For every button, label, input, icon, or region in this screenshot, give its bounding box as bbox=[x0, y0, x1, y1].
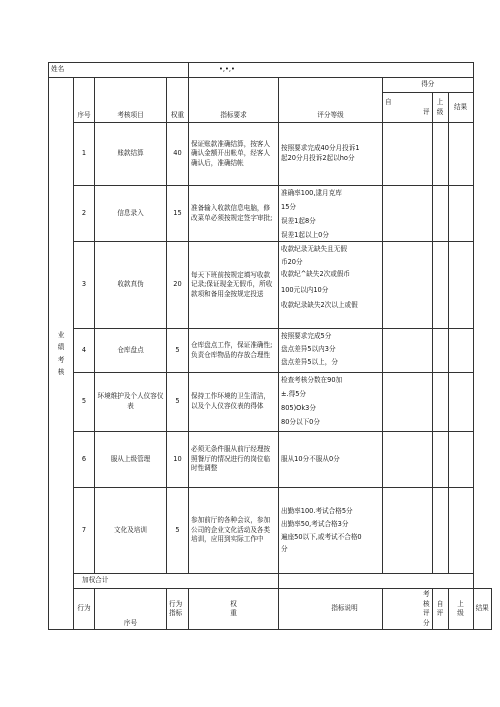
result-cell[interactable] bbox=[448, 488, 473, 574]
behavior-col-weight-a: 权 bbox=[230, 599, 237, 608]
result-cell[interactable] bbox=[448, 373, 473, 432]
table-row bbox=[49, 123, 492, 186]
table-row bbox=[49, 186, 492, 242]
grade-line: 盘点差异5以上，分 bbox=[281, 357, 338, 366]
behavior-col-desc-header: 指标说明 bbox=[279, 589, 383, 630]
behavior-col-sup-header bbox=[448, 589, 473, 630]
row-weight: 20 bbox=[167, 242, 189, 329]
self-score-cell[interactable] bbox=[383, 242, 433, 329]
row-seq: 1 bbox=[74, 123, 95, 186]
row-req: 每天下班前按规定填写收款记录;保证现金无假币，所收款项和备用金按规定投送 bbox=[189, 242, 279, 329]
self-score-cell[interactable] bbox=[383, 432, 433, 488]
sup-score-cell[interactable] bbox=[432, 373, 448, 432]
row-item: 环境维护及个人仪容仪表 bbox=[95, 373, 167, 432]
grade-lines bbox=[281, 505, 380, 555]
row-seq: 7 bbox=[74, 488, 95, 574]
row-weight: 10 bbox=[167, 432, 189, 488]
grade-line: 起20分月投诉2起以ho分 bbox=[281, 154, 355, 162]
sup-score-cell[interactable] bbox=[432, 329, 448, 373]
grade-line: 币20分 bbox=[281, 257, 303, 266]
sup-score-cell[interactable] bbox=[432, 432, 448, 488]
result-cell[interactable] bbox=[448, 242, 473, 329]
col-result-header: 结果 bbox=[448, 93, 473, 123]
row-item: 服从上级管理 bbox=[95, 432, 167, 488]
weighted-total-row bbox=[49, 574, 492, 589]
grade-line: 分 bbox=[281, 545, 288, 554]
grade-line: 805)Ok3分 bbox=[281, 403, 316, 412]
sup-score-cell[interactable] bbox=[432, 123, 448, 186]
grade-line: ±.得5分 bbox=[281, 389, 307, 398]
self-score-cell[interactable] bbox=[383, 488, 433, 574]
result-cell[interactable] bbox=[448, 123, 473, 186]
grade-line: 遍座50以下,或考试不合格0 bbox=[281, 532, 362, 541]
name-row bbox=[49, 63, 492, 78]
performance-section-label bbox=[49, 78, 74, 630]
row-weight: 5 bbox=[167, 329, 189, 373]
behavior-col-self-a: 自 bbox=[436, 599, 444, 608]
grade-lines bbox=[281, 330, 380, 371]
col-weight-header: 权重 bbox=[167, 78, 189, 123]
score-group-row bbox=[49, 78, 492, 93]
grade-lines bbox=[281, 243, 380, 327]
grade-line: 盘点差异5以内3分 bbox=[281, 344, 336, 353]
table-row bbox=[49, 432, 492, 488]
table-row bbox=[49, 329, 492, 373]
self-score-cell[interactable] bbox=[383, 123, 433, 186]
table-row bbox=[49, 242, 492, 329]
col-item-header: 考核项目 bbox=[95, 78, 167, 123]
row-grade bbox=[279, 329, 383, 373]
row-weight: 5 bbox=[167, 488, 189, 574]
row-item: 收款真伪 bbox=[95, 242, 167, 329]
result-cell[interactable] bbox=[448, 329, 473, 373]
row-req: 必须无条件服从前厅经理按照餐厅的情况进行的岗位临时性调整 bbox=[189, 432, 279, 488]
grade-lines bbox=[281, 187, 380, 240]
behavior-col-seq-header: 序号 bbox=[95, 589, 167, 630]
col-self-header bbox=[383, 93, 433, 123]
weighted-total-value[interactable] bbox=[279, 574, 474, 589]
behavior-col-indicator-header: 行为指标 bbox=[167, 589, 189, 630]
grade-line: 收款纪^缺失2次或假币 bbox=[281, 270, 351, 279]
grade-line: 误差1起8分 bbox=[281, 216, 316, 225]
behavior-col-self-header bbox=[432, 589, 448, 630]
grade-line: 出勤率100.考试合格5分 bbox=[281, 507, 353, 516]
row-weight: 40 bbox=[167, 123, 189, 186]
row-seq: 4 bbox=[74, 329, 95, 373]
row-req: 准备输入收款信息电脑，修改菜单必须按规定签字审批; bbox=[189, 186, 279, 242]
performance-section-text: 业绩考核 bbox=[57, 330, 65, 377]
row-req: 保持工作环境的卫生清洁，以及个人仪容仪表的得体 bbox=[189, 373, 279, 432]
grade-line: 收款纪录缺失2次以上或假 bbox=[281, 301, 358, 310]
row-grade bbox=[279, 123, 383, 186]
grade-line: 按照要求完成5分 bbox=[281, 332, 332, 340]
grade-line: 服从10分不服从0分 bbox=[281, 454, 340, 463]
self-score-cell[interactable] bbox=[383, 329, 433, 373]
row-item: 仓库盘点 bbox=[95, 329, 167, 373]
col-sup-header bbox=[432, 93, 448, 123]
grade-lines bbox=[281, 374, 380, 430]
behavior-col-self-b: 评 bbox=[436, 609, 444, 618]
table-row bbox=[49, 373, 492, 432]
behavior-col-sup-b: 级 bbox=[457, 609, 464, 618]
score-group-header: 得分 bbox=[383, 78, 474, 93]
row-req: 仓库盘点工作，保证准确性;负责仓库物品的存放合理性 bbox=[189, 329, 279, 373]
row-seq: 5 bbox=[74, 373, 95, 432]
result-cell[interactable] bbox=[448, 432, 473, 488]
behavior-col-grade-header: 考核评分 bbox=[383, 589, 433, 630]
behavior-header-row bbox=[49, 589, 492, 630]
behavior-col-weight-header bbox=[189, 589, 279, 630]
self-score-cell[interactable] bbox=[383, 373, 433, 432]
row-req: 保证账款准确结算，按客人确认金额开出帐单，经客人确认后，准确结帐 bbox=[189, 123, 279, 186]
sup-score-cell[interactable] bbox=[432, 488, 448, 574]
sup-score-cell[interactable] bbox=[432, 186, 448, 242]
grade-line: 按照要求完成40分月投诉1 bbox=[281, 144, 360, 153]
table-row bbox=[49, 488, 492, 574]
row-req: 参加前厅的各种会议，参加公司的企业文化活动及各类培训，应用到实际工作中 bbox=[189, 488, 279, 574]
row-item: 账款结算 bbox=[95, 123, 167, 186]
row-seq: 6 bbox=[74, 432, 95, 488]
name-label: 姓名 bbox=[49, 63, 189, 78]
col-self-header-b: 评 bbox=[423, 107, 430, 116]
row-item: 文化及培训 bbox=[95, 488, 167, 574]
row-grade bbox=[279, 373, 383, 432]
col-grade-header: 评分等级 bbox=[279, 78, 383, 123]
grade-line: 15分 bbox=[281, 202, 296, 211]
name-value: •,•,• bbox=[189, 63, 474, 78]
col-seq-header: 序号 bbox=[74, 78, 95, 123]
col-req-header: 指标要求 bbox=[189, 78, 279, 123]
row-weight: 15 bbox=[167, 186, 189, 242]
behavior-col-weight-b: 重 bbox=[230, 609, 237, 618]
weighted-total-label: 加权合计 bbox=[74, 574, 279, 589]
behavior-section-label: 行为 bbox=[74, 589, 95, 630]
grade-line: 准确率100,逮月克库 bbox=[281, 189, 342, 197]
col-sup-header-b: 级 bbox=[436, 107, 444, 116]
behavior-col-sup-a: 上 bbox=[457, 599, 464, 608]
self-score-cell[interactable] bbox=[383, 186, 433, 242]
row-seq: 3 bbox=[74, 242, 95, 329]
grade-line: 误差1起以上0分 bbox=[281, 230, 329, 239]
row-grade bbox=[279, 186, 383, 242]
grade-line: 收款纪录无缺失且无假 bbox=[281, 245, 347, 253]
grade-line: 出勤率50,考试合格3分 bbox=[281, 519, 349, 528]
row-grade bbox=[279, 488, 383, 574]
col-self-header-a: 自 bbox=[385, 97, 392, 106]
col-sup-header-a: 上 bbox=[436, 97, 444, 106]
result-cell[interactable] bbox=[448, 186, 473, 242]
row-grade bbox=[279, 242, 383, 329]
grade-line: 检查考核分数在90加 bbox=[281, 376, 343, 384]
appraisal-table bbox=[48, 62, 492, 630]
row-item: 信息录入 bbox=[95, 186, 167, 242]
row-grade bbox=[279, 432, 383, 488]
behavior-col-result-header: 结果 bbox=[473, 589, 491, 630]
grade-line: 80分以下0分 bbox=[281, 417, 320, 426]
sup-score-cell[interactable] bbox=[432, 242, 448, 329]
grade-line: 100元以内10分 bbox=[281, 285, 329, 294]
row-weight: 5 bbox=[167, 373, 189, 432]
row-seq: 2 bbox=[74, 186, 95, 242]
